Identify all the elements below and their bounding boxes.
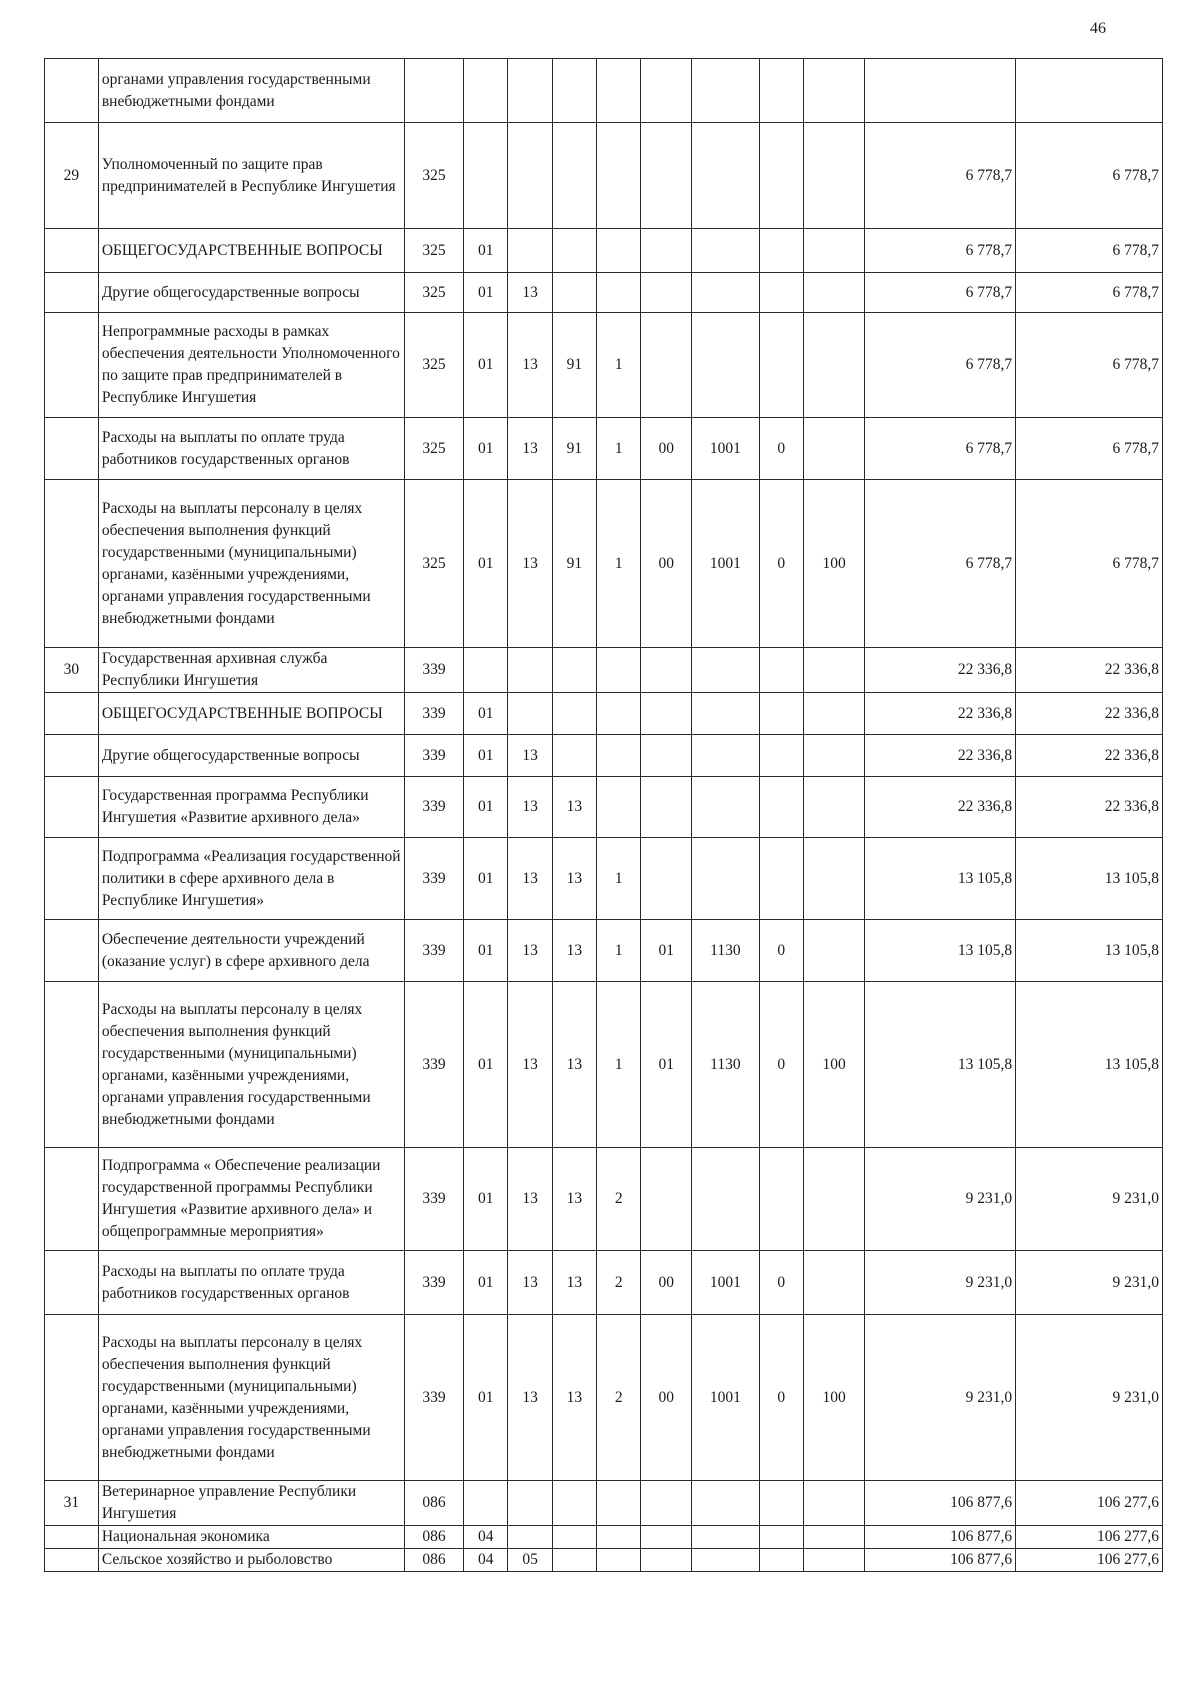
code-suffix: 0 bbox=[759, 920, 803, 982]
code-subprogram: 1 bbox=[597, 982, 641, 1148]
code-suffix bbox=[759, 1148, 803, 1251]
code-event bbox=[641, 1481, 692, 1526]
code-pr: 13 bbox=[508, 1148, 552, 1251]
code-program bbox=[552, 693, 596, 735]
code-rz: 01 bbox=[464, 982, 508, 1148]
row-number bbox=[45, 838, 99, 920]
code-event: 01 bbox=[641, 982, 692, 1148]
code-grbs: 325 bbox=[404, 273, 463, 313]
code-direction bbox=[692, 273, 760, 313]
code-event bbox=[641, 1549, 692, 1572]
table-row bbox=[45, 480, 1163, 648]
code-subprogram: 2 bbox=[597, 1148, 641, 1251]
code-grbs: 086 bbox=[404, 1549, 463, 1572]
page-number: 46 bbox=[1090, 20, 1106, 37]
code-grbs: 339 bbox=[404, 693, 463, 735]
row-name: Ветеринарное управление Республики Ингушетия bbox=[98, 1481, 404, 1526]
code-rz: 04 bbox=[464, 1549, 508, 1572]
code-rz: 01 bbox=[464, 838, 508, 920]
table-row bbox=[45, 920, 1163, 982]
code-rz bbox=[464, 59, 508, 123]
code-program bbox=[552, 59, 596, 123]
code-grbs: 339 bbox=[404, 1315, 463, 1481]
code-program: 13 bbox=[552, 920, 596, 982]
code-subprogram: 2 bbox=[597, 1315, 641, 1481]
code-direction bbox=[692, 59, 760, 123]
code-rz: 01 bbox=[464, 735, 508, 777]
code-suffix: 0 bbox=[759, 1251, 803, 1315]
code-pr: 13 bbox=[508, 982, 552, 1148]
table-row bbox=[45, 777, 1163, 838]
code-event bbox=[641, 123, 692, 229]
code-pr: 13 bbox=[508, 735, 552, 777]
code-pr: 13 bbox=[508, 1315, 552, 1481]
row-number bbox=[45, 693, 99, 735]
amount-2: 6 778,7 bbox=[1016, 418, 1163, 480]
code-rz: 01 bbox=[464, 1148, 508, 1251]
code-suffix bbox=[759, 123, 803, 229]
code-grbs: 325 bbox=[404, 418, 463, 480]
row-name: Национальная экономика bbox=[98, 1526, 404, 1549]
row-number: 30 bbox=[45, 648, 99, 693]
code-suffix bbox=[759, 777, 803, 838]
code-direction bbox=[692, 693, 760, 735]
code-subprogram: 1 bbox=[597, 313, 641, 418]
code-vr bbox=[803, 648, 864, 693]
code-event bbox=[641, 693, 692, 735]
amount-1: 6 778,7 bbox=[865, 273, 1016, 313]
row-number bbox=[45, 1549, 99, 1572]
code-grbs: 325 bbox=[404, 480, 463, 648]
code-event bbox=[641, 313, 692, 418]
code-event bbox=[641, 838, 692, 920]
row-number bbox=[45, 480, 99, 648]
code-program: 13 bbox=[552, 838, 596, 920]
row-name: Сельское хозяйство и рыболовство bbox=[98, 1549, 404, 1572]
amount-2: 6 778,7 bbox=[1016, 123, 1163, 229]
table-row bbox=[45, 1148, 1163, 1251]
code-program bbox=[552, 735, 596, 777]
code-subprogram bbox=[597, 735, 641, 777]
code-pr: 13 bbox=[508, 418, 552, 480]
code-event bbox=[641, 1148, 692, 1251]
table-row bbox=[45, 1549, 1163, 1572]
row-number bbox=[45, 418, 99, 480]
code-pr: 13 bbox=[508, 480, 552, 648]
code-pr: 13 bbox=[508, 1251, 552, 1315]
code-suffix bbox=[759, 273, 803, 313]
row-name: Государственная программа Республики Ингушетия «Развитие архивного дела» bbox=[98, 777, 404, 838]
code-rz bbox=[464, 1481, 508, 1526]
row-name: ОБЩЕГОСУДАРСТВЕННЫЕ ВОПРОСЫ bbox=[98, 229, 404, 273]
code-direction bbox=[692, 777, 760, 838]
row-number bbox=[45, 313, 99, 418]
code-program bbox=[552, 1549, 596, 1572]
code-grbs: 339 bbox=[404, 1148, 463, 1251]
code-event bbox=[641, 735, 692, 777]
amount-2: 22 336,8 bbox=[1016, 693, 1163, 735]
code-program: 13 bbox=[552, 1315, 596, 1481]
amount-1: 6 778,7 bbox=[865, 418, 1016, 480]
code-vr: 100 bbox=[803, 1315, 864, 1481]
code-direction bbox=[692, 229, 760, 273]
amount-1: 22 336,8 bbox=[865, 648, 1016, 693]
code-vr: 100 bbox=[803, 982, 864, 1148]
code-suffix bbox=[759, 693, 803, 735]
row-name: Другие общегосударственные вопросы bbox=[98, 273, 404, 313]
code-grbs: 086 bbox=[404, 1526, 463, 1549]
code-program: 13 bbox=[552, 982, 596, 1148]
table-row bbox=[45, 735, 1163, 777]
code-suffix bbox=[759, 1526, 803, 1549]
code-direction bbox=[692, 648, 760, 693]
amount-1: 106 877,6 bbox=[865, 1481, 1016, 1526]
row-name: Подпрограмма « Обеспечение реализации государственной программы Республики Ингушетия «Развитие архивного дела» и общепрограммные мероприятия» bbox=[98, 1148, 404, 1251]
code-subprogram bbox=[597, 229, 641, 273]
table-row bbox=[45, 123, 1163, 229]
code-program: 91 bbox=[552, 418, 596, 480]
row-number bbox=[45, 59, 99, 123]
code-rz: 01 bbox=[464, 777, 508, 838]
code-suffix bbox=[759, 313, 803, 418]
code-program bbox=[552, 273, 596, 313]
amount-1: 13 105,8 bbox=[865, 920, 1016, 982]
code-subprogram: 1 bbox=[597, 480, 641, 648]
code-grbs: 339 bbox=[404, 735, 463, 777]
code-subprogram: 1 bbox=[597, 920, 641, 982]
table-row bbox=[45, 693, 1163, 735]
code-direction bbox=[692, 735, 760, 777]
code-rz: 01 bbox=[464, 480, 508, 648]
code-vr bbox=[803, 920, 864, 982]
code-grbs: 325 bbox=[404, 123, 463, 229]
code-event: 00 bbox=[641, 480, 692, 648]
amount-1: 6 778,7 bbox=[865, 313, 1016, 418]
amount-2: 13 105,8 bbox=[1016, 982, 1163, 1148]
row-number bbox=[45, 777, 99, 838]
code-rz bbox=[464, 123, 508, 229]
amount-1: 22 336,8 bbox=[865, 735, 1016, 777]
row-name: Уполномоченный по защите прав предпринимателей в Республике Ингушетия bbox=[98, 123, 404, 229]
code-pr bbox=[508, 1481, 552, 1526]
code-vr bbox=[803, 1148, 864, 1251]
code-direction: 1001 bbox=[692, 1251, 760, 1315]
row-number: 31 bbox=[45, 1481, 99, 1526]
table-row bbox=[45, 418, 1163, 480]
amount-1: 6 778,7 bbox=[865, 480, 1016, 648]
code-vr bbox=[803, 418, 864, 480]
code-pr: 05 bbox=[508, 1549, 552, 1572]
code-suffix bbox=[759, 838, 803, 920]
amount-1: 13 105,8 bbox=[865, 838, 1016, 920]
code-pr: 13 bbox=[508, 838, 552, 920]
code-rz: 01 bbox=[464, 920, 508, 982]
row-number bbox=[45, 1526, 99, 1549]
code-pr: 13 bbox=[508, 273, 552, 313]
amount-2: 6 778,7 bbox=[1016, 313, 1163, 418]
code-pr: 13 bbox=[508, 920, 552, 982]
table-row bbox=[45, 229, 1163, 273]
code-program bbox=[552, 229, 596, 273]
code-rz: 01 bbox=[464, 1315, 508, 1481]
code-pr bbox=[508, 1526, 552, 1549]
code-program: 13 bbox=[552, 1148, 596, 1251]
code-event: 00 bbox=[641, 418, 692, 480]
code-suffix: 0 bbox=[759, 1315, 803, 1481]
table-row bbox=[45, 1315, 1163, 1481]
code-subprogram bbox=[597, 273, 641, 313]
row-name: органами управления государственными внебюджетными фондами bbox=[98, 59, 404, 123]
row-number bbox=[45, 1315, 99, 1481]
code-suffix bbox=[759, 229, 803, 273]
code-rz bbox=[464, 648, 508, 693]
table-row bbox=[45, 273, 1163, 313]
code-vr bbox=[803, 273, 864, 313]
code-event: 00 bbox=[641, 1251, 692, 1315]
code-vr bbox=[803, 693, 864, 735]
code-rz: 01 bbox=[464, 313, 508, 418]
code-grbs: 339 bbox=[404, 982, 463, 1148]
code-subprogram bbox=[597, 1481, 641, 1526]
row-number bbox=[45, 982, 99, 1148]
code-event: 01 bbox=[641, 920, 692, 982]
amount-2: 106 277,6 bbox=[1016, 1526, 1163, 1549]
code-subprogram bbox=[597, 1549, 641, 1572]
code-direction bbox=[692, 1481, 760, 1526]
code-rz: 01 bbox=[464, 418, 508, 480]
code-direction bbox=[692, 313, 760, 418]
code-subprogram: 1 bbox=[597, 838, 641, 920]
code-suffix bbox=[759, 1549, 803, 1572]
code-rz: 01 bbox=[464, 693, 508, 735]
code-direction bbox=[692, 123, 760, 229]
table-row bbox=[45, 838, 1163, 920]
code-event bbox=[641, 273, 692, 313]
amount-2: 9 231,0 bbox=[1016, 1315, 1163, 1481]
code-direction: 1001 bbox=[692, 480, 760, 648]
table-row bbox=[45, 648, 1163, 693]
code-pr bbox=[508, 59, 552, 123]
code-vr bbox=[803, 777, 864, 838]
row-name: Расходы на выплаты персоналу в целях обеспечения выполнения функций государственными (муниципальными) органами, казёнными учреждениями, органами управления государственными внебюджетными фондами bbox=[98, 1315, 404, 1481]
row-name: ОБЩЕГОСУДАРСТВЕННЫЕ ВОПРОСЫ bbox=[98, 693, 404, 735]
amount-2: 13 105,8 bbox=[1016, 838, 1163, 920]
row-number: 29 bbox=[45, 123, 99, 229]
amount-1: 6 778,7 bbox=[865, 123, 1016, 229]
code-subprogram bbox=[597, 648, 641, 693]
amount-1: 22 336,8 bbox=[865, 777, 1016, 838]
code-direction bbox=[692, 1549, 760, 1572]
code-vr: 100 bbox=[803, 480, 864, 648]
code-grbs bbox=[404, 59, 463, 123]
code-program: 13 bbox=[552, 1251, 596, 1315]
row-name: Подпрограмма «Реализация государственной политики в сфере архивного дела в Республике Ингушетия» bbox=[98, 838, 404, 920]
code-program: 91 bbox=[552, 480, 596, 648]
code-event bbox=[641, 648, 692, 693]
row-number bbox=[45, 735, 99, 777]
code-grbs: 339 bbox=[404, 1251, 463, 1315]
code-subprogram: 2 bbox=[597, 1251, 641, 1315]
amount-1: 6 778,7 bbox=[865, 229, 1016, 273]
code-program bbox=[552, 123, 596, 229]
code-subprogram bbox=[597, 123, 641, 229]
code-program bbox=[552, 1526, 596, 1549]
amount-2: 13 105,8 bbox=[1016, 920, 1163, 982]
code-pr bbox=[508, 229, 552, 273]
row-name: Обеспечение деятельности учреждений (оказание услуг) в сфере архивного дела bbox=[98, 920, 404, 982]
code-vr bbox=[803, 1481, 864, 1526]
amount-2: 6 778,7 bbox=[1016, 480, 1163, 648]
table-row bbox=[45, 59, 1163, 123]
code-rz: 01 bbox=[464, 229, 508, 273]
amount-2: 22 336,8 bbox=[1016, 648, 1163, 693]
code-vr bbox=[803, 313, 864, 418]
budget-table bbox=[44, 58, 1163, 1572]
code-event bbox=[641, 1526, 692, 1549]
code-suffix: 0 bbox=[759, 480, 803, 648]
row-name: Расходы на выплаты по оплате труда работников государственных органов bbox=[98, 418, 404, 480]
row-name: Расходы на выплаты персоналу в целях обеспечения выполнения функций государственными (муниципальными) органами, казёнными учреждениями, органами управления государственными внебюджетными фондами bbox=[98, 480, 404, 648]
row-number bbox=[45, 1251, 99, 1315]
code-subprogram bbox=[597, 59, 641, 123]
code-suffix: 0 bbox=[759, 982, 803, 1148]
code-vr bbox=[803, 1526, 864, 1549]
code-pr bbox=[508, 693, 552, 735]
code-grbs: 339 bbox=[404, 648, 463, 693]
code-vr bbox=[803, 229, 864, 273]
code-grbs: 339 bbox=[404, 777, 463, 838]
code-program: 91 bbox=[552, 313, 596, 418]
table-row bbox=[45, 982, 1163, 1148]
amount-1: 106 877,6 bbox=[865, 1549, 1016, 1572]
code-program bbox=[552, 1481, 596, 1526]
code-vr bbox=[803, 735, 864, 777]
code-grbs: 086 bbox=[404, 1481, 463, 1526]
code-suffix bbox=[759, 59, 803, 123]
table-row bbox=[45, 1251, 1163, 1315]
amount-2 bbox=[1016, 59, 1163, 123]
code-event: 00 bbox=[641, 1315, 692, 1481]
code-grbs: 339 bbox=[404, 920, 463, 982]
code-direction: 1001 bbox=[692, 1315, 760, 1481]
code-direction: 1130 bbox=[692, 982, 760, 1148]
amount-1: 106 877,6 bbox=[865, 1526, 1016, 1549]
code-suffix bbox=[759, 735, 803, 777]
amount-2: 6 778,7 bbox=[1016, 229, 1163, 273]
code-vr bbox=[803, 1549, 864, 1572]
code-vr bbox=[803, 123, 864, 229]
amount-1: 9 231,0 bbox=[865, 1315, 1016, 1481]
amount-2: 106 277,6 bbox=[1016, 1549, 1163, 1572]
amount-1: 9 231,0 bbox=[865, 1148, 1016, 1251]
code-pr bbox=[508, 123, 552, 229]
code-event bbox=[641, 777, 692, 838]
row-number bbox=[45, 273, 99, 313]
table-row bbox=[45, 313, 1163, 418]
code-subprogram: 1 bbox=[597, 418, 641, 480]
table-row bbox=[45, 1481, 1163, 1526]
code-pr: 13 bbox=[508, 777, 552, 838]
amount-1: 13 105,8 bbox=[865, 982, 1016, 1148]
code-grbs: 339 bbox=[404, 838, 463, 920]
code-event bbox=[641, 229, 692, 273]
amount-1: 22 336,8 bbox=[865, 693, 1016, 735]
code-rz: 04 bbox=[464, 1526, 508, 1549]
row-name: Государственная архивная служба Республики Ингушетия bbox=[98, 648, 404, 693]
amount-2: 106 277,6 bbox=[1016, 1481, 1163, 1526]
code-program: 13 bbox=[552, 777, 596, 838]
row-number bbox=[45, 229, 99, 273]
row-name: Непрограммные расходы в рамках обеспечения деятельности Уполномоченного по защите прав предпринимателей в Республике Ингушетия bbox=[98, 313, 404, 418]
row-name: Расходы на выплаты персоналу в целях обеспечения выполнения функций государственными (муниципальными) органами, казёнными учреждениями, органами управления государственными внебюджетными фондами bbox=[98, 982, 404, 1148]
code-suffix bbox=[759, 1481, 803, 1526]
code-subprogram bbox=[597, 1526, 641, 1549]
table-row bbox=[45, 1526, 1163, 1549]
code-direction: 1001 bbox=[692, 418, 760, 480]
code-grbs: 325 bbox=[404, 229, 463, 273]
code-vr bbox=[803, 838, 864, 920]
code-vr bbox=[803, 59, 864, 123]
row-name: Другие общегосударственные вопросы bbox=[98, 735, 404, 777]
amount-2: 9 231,0 bbox=[1016, 1148, 1163, 1251]
code-direction: 1130 bbox=[692, 920, 760, 982]
code-direction bbox=[692, 1148, 760, 1251]
code-grbs: 325 bbox=[404, 313, 463, 418]
row-number bbox=[45, 1148, 99, 1251]
amount-1 bbox=[865, 59, 1016, 123]
code-rz: 01 bbox=[464, 273, 508, 313]
amount-2: 22 336,8 bbox=[1016, 735, 1163, 777]
code-rz: 01 bbox=[464, 1251, 508, 1315]
code-subprogram bbox=[597, 777, 641, 838]
amount-2: 9 231,0 bbox=[1016, 1251, 1163, 1315]
amount-2: 22 336,8 bbox=[1016, 777, 1163, 838]
amount-1: 9 231,0 bbox=[865, 1251, 1016, 1315]
code-direction bbox=[692, 838, 760, 920]
row-name: Расходы на выплаты по оплате труда работников государственных органов bbox=[98, 1251, 404, 1315]
code-vr bbox=[803, 1251, 864, 1315]
code-program bbox=[552, 648, 596, 693]
code-suffix: 0 bbox=[759, 418, 803, 480]
code-pr bbox=[508, 648, 552, 693]
code-subprogram bbox=[597, 693, 641, 735]
row-number bbox=[45, 920, 99, 982]
code-pr: 13 bbox=[508, 313, 552, 418]
code-event bbox=[641, 59, 692, 123]
code-suffix bbox=[759, 648, 803, 693]
code-direction bbox=[692, 1526, 760, 1549]
amount-2: 6 778,7 bbox=[1016, 273, 1163, 313]
